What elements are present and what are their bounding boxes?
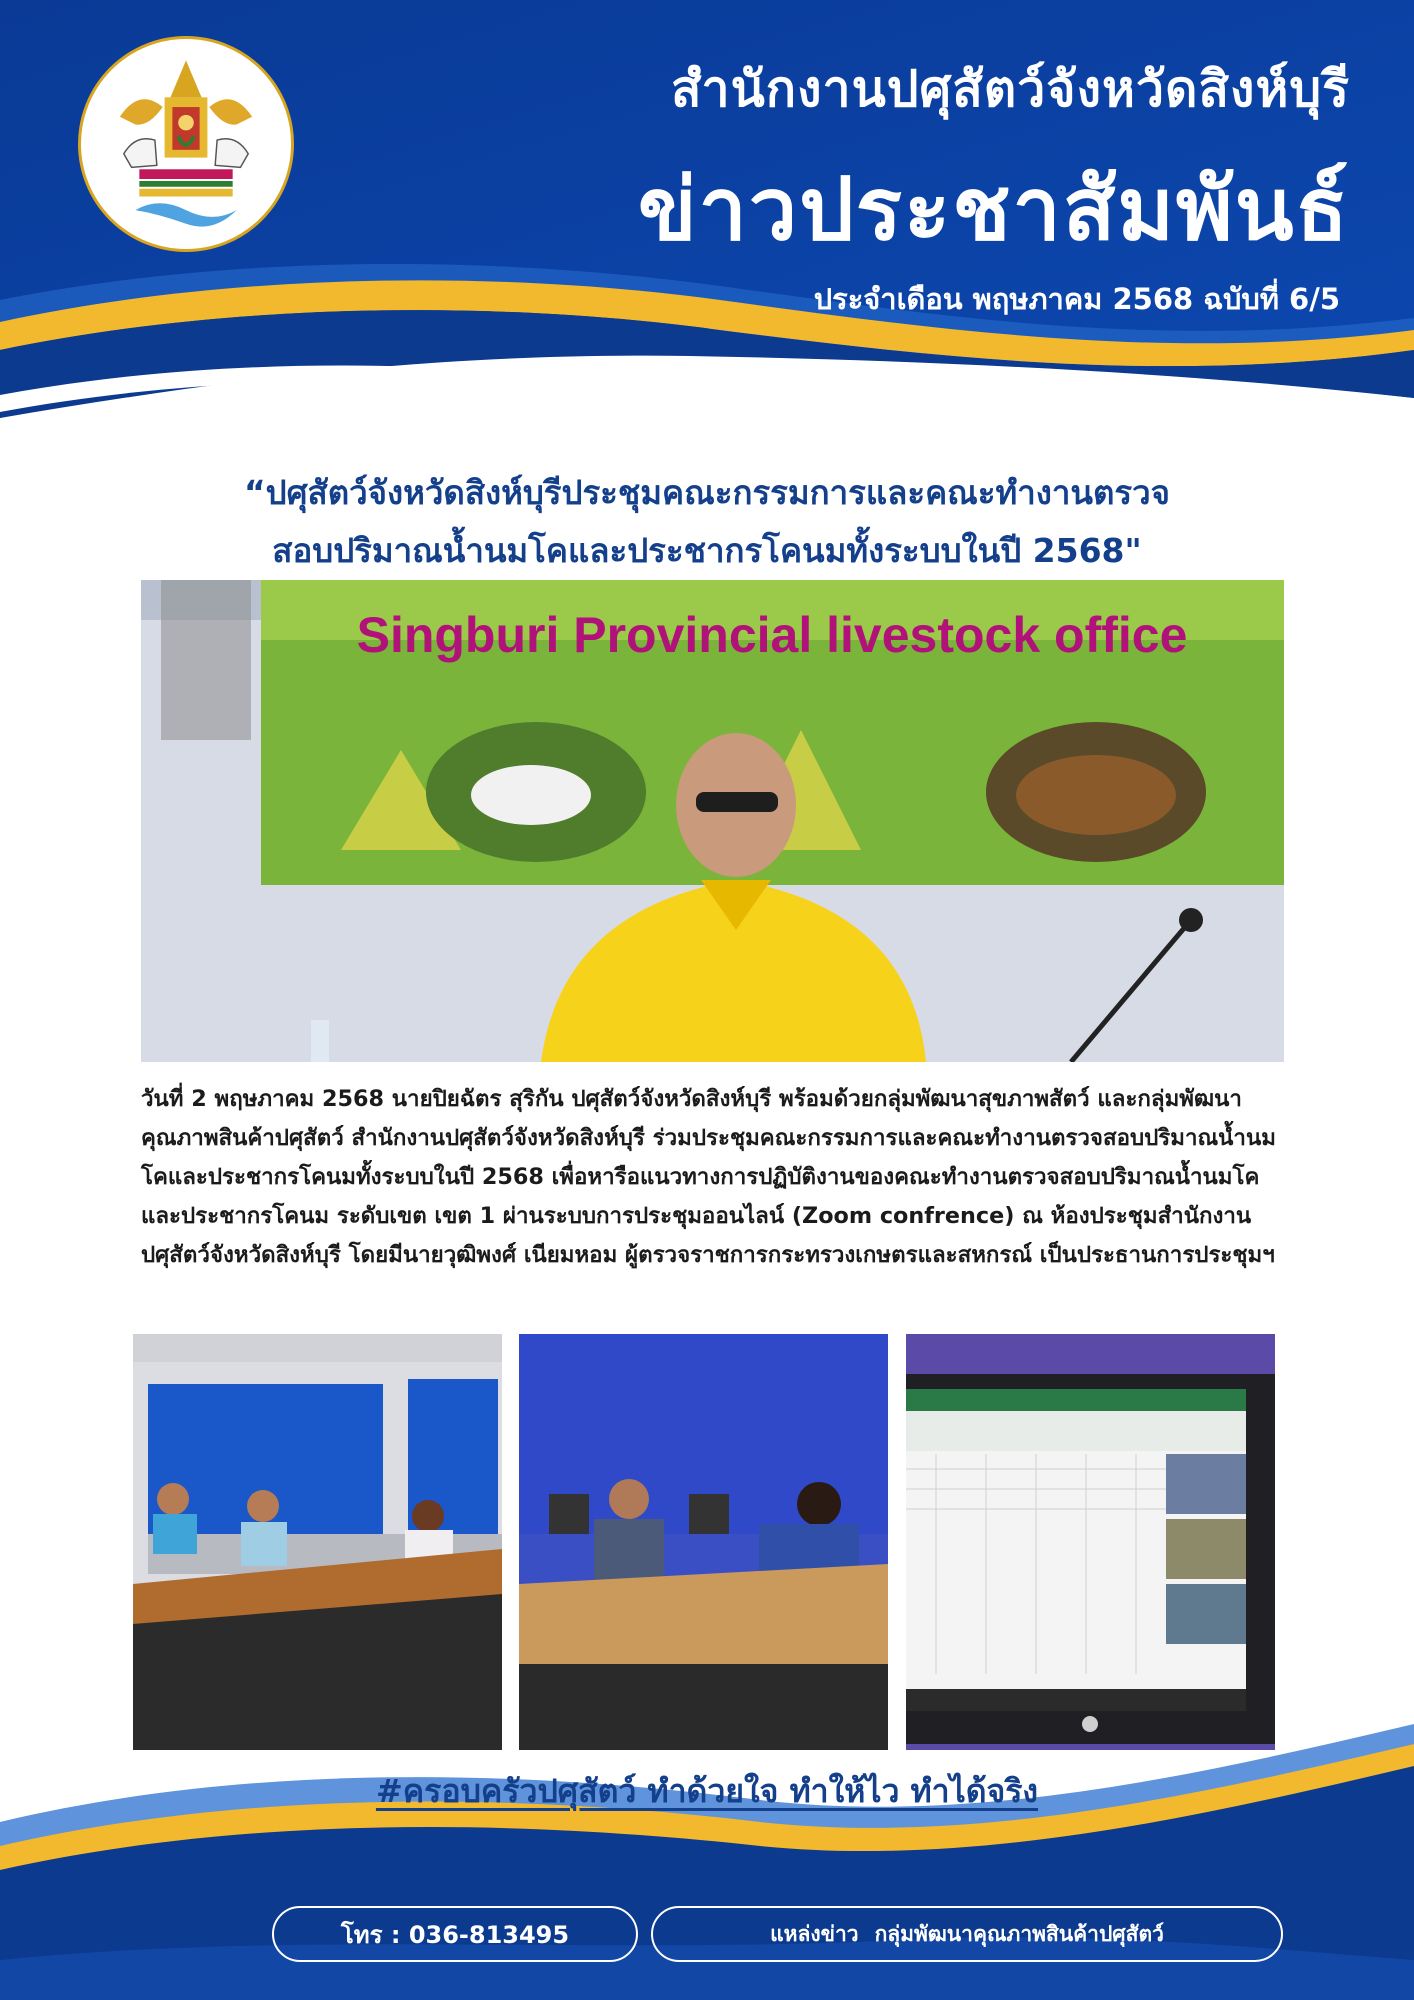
news-source (651, 1906, 1283, 1962)
agency-name: สำนักงานปศุสัตว์จังหวัดสิงห์บุรี (671, 60, 1350, 118)
source-value: กลุ่มพัฒนาคุณภาพสินค้าปศุสัตว์ (874, 1921, 1164, 1946)
headline-line-2: สอบปริมาณน้ำนมโคและประชากรโคนมทั้งระบบในปี 2568" (272, 531, 1142, 570)
issue-label: ประจำเดือน พฤษภาคม 2568 ฉบับที่ 6/5 (813, 282, 1340, 316)
newsletter-title: ข่าวประชาสัมพันธ์ (637, 160, 1350, 260)
article-headline (120, 464, 1294, 580)
campaign-hashtag: #ครอบครัวปศุสัตว์ ทำด้วยใจ ทำให้ไว ทำได้จริง (375, 1772, 1039, 1810)
phone-text: โทร : 036-813495 (340, 1920, 570, 1949)
zoom-screen-photo (906, 1334, 1275, 1750)
attendees-photo (519, 1334, 888, 1750)
source-label: แหล่งข่าว (770, 1921, 859, 1946)
banner-text: Singburi Provincial livestock office (356, 607, 1188, 663)
phone-contact (272, 1906, 638, 1962)
meeting-room-photo (133, 1334, 502, 1750)
article-body: วันที่ 2 พฤษภาคม 2568 นายปิยฉัตร สุริกัน ปศุสัตว์จังหวัดสิงห์บุรี พร้อมด้วยกลุ่มพัฒนาสุขภาพสัตว์ และกลุ่มพัฒนาคุณภาพสินค้าปศุสัตว์ สำนักงานปศุสัตว์จังหวัดสิงห์บุรี ร่วมประชุมคณะกรรมการและคณะทำงานตรวจสอบปริมาณน้ำนมโคและประชากรโคนมทั้งระบบในปี 2568 เพื่อหารือแนวทางการปฏิบัติงานของคณะทำงานตรวจสอบปริมาณน้ำนมโคและประชากรโคนม ระดับเขต เขต 1 ผ่านระบบการประชุมออนไลน์ (Zoom confrence) ณ ห้องประชุมสำนักงานปศุสัตว์จังหวัดสิงห์บุรี โดยมีนายวุฒิพงศ์ เนียมหอม ผู้ตรวจราชการกระทรวงเกษตรและสหกรณ์ เป็นประธานการประชุมฯ (141, 1086, 1276, 1268)
main-meeting-photo (141, 580, 1284, 1062)
headline-line-1: “ปศุสัตว์จังหวัดสิงห์บุรีประชุมคณะกรรมการและคณะทำงานตรวจ (243, 473, 1171, 512)
provincial-seal-logo (78, 36, 294, 252)
